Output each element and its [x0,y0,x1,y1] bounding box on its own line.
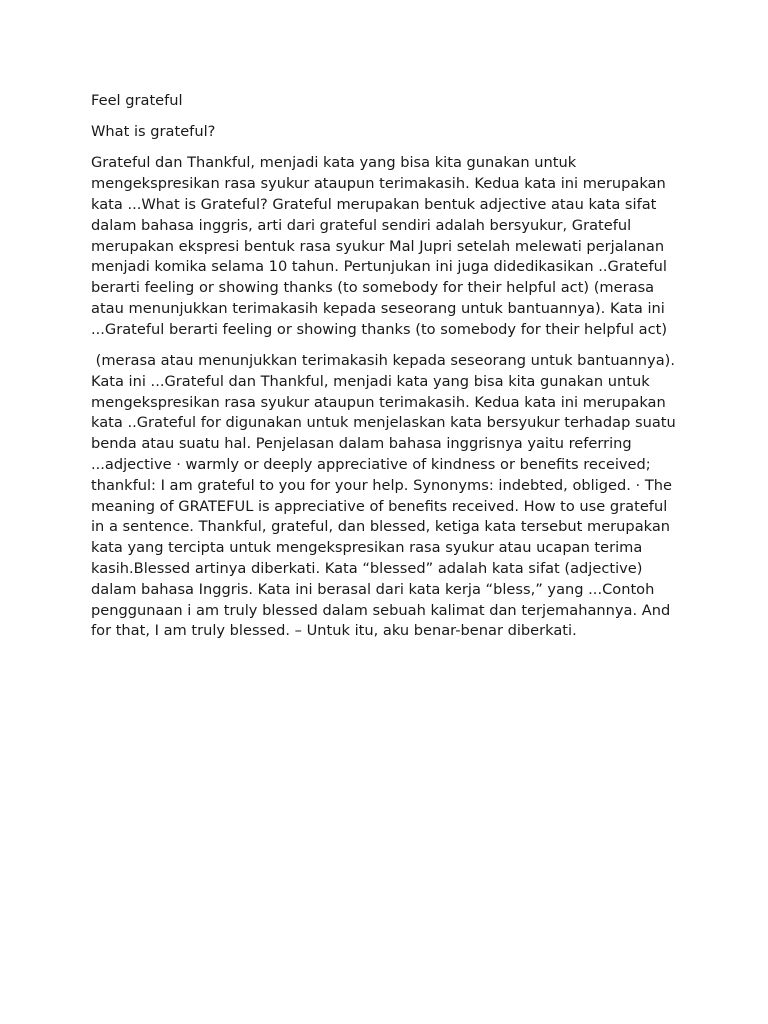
document-paragraph-2: (merasa atau menunjukkan terimakasih kepada seseorang untuk bantuannya). Kata ini ...Grateful dan Thankful, menjadi kata yang bisa kita gunakan untuk mengekspresikan rasa syukur ataupun terimakasih. Kedua kata ini merupakan kata ..Grateful for digunakan untuk menjelaskan kata bersyukur terhadap suatu benda atau suatu hal. Penjelasan dalam bahasa inggrisnya yaitu referring ...adjective · warmly or deeply appreciative of kindness or benefits received; thankful: I am grateful to you for your help. Synonyms: indebted, obliged. · The meaning of GRATEFUL is appreciative of benefits received. How to use grateful in a sentence. Thankful, grateful, dan blessed, ketiga kata tersebut merupakan kata yang tercipta untuk mengekspresikan rasa syukur atau ucapan terima kasih.Blessed artinya diberkati. Kata “blessed” adalah kata sifat (adjective) dalam bahasa Inggris. Kata ini berasal dari kata kerja “bless,” yang ...Contoh penggunaan i am truly blessed dalam sebuah kalimat dan terjemahannya. And for that, I am truly blessed. – Untuk itu, aku benar-benar diberkati. [91,351,681,640]
document-heading: Feel grateful [91,92,183,109]
document-question: What is grateful? [91,123,216,141]
document-body [91,91,681,652]
document-paragraph-1: Grateful dan Thankful, menjadi kata yang bisa kita gunakan untuk mengekspresikan rasa syukur ataupun terimakasih. Kedua kata ini merupakan kata ...What is Grateful? Grateful merupakan bentuk adjective atau kata sifat dalam bahasa inggris, arti dari grateful sendiri adalah bersyukur, Grateful merupakan ekspresi bentuk rasa syukur Mal Jupri setelah melewati perjalanan menjadi komika selama 10 tahun. Pertunjukan ini juga didedikasikan ..Grateful berarti feeling or showing thanks (to somebody for their helpful act) (merasa atau menunjukkan terimakasih kepada seseorang untuk bantuannya). Kata ini ...Grateful berarti feeling or showing thanks (to somebody for their helpful act) [91,154,668,338]
